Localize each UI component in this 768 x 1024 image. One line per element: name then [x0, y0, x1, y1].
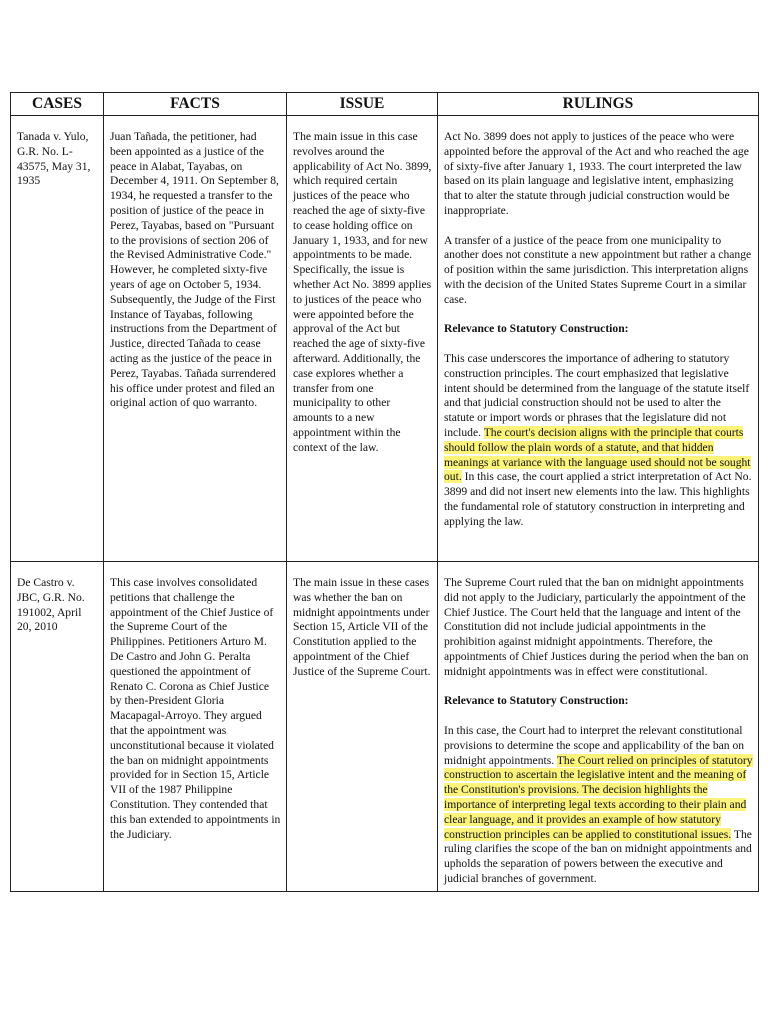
facts-cell: Juan Tañada, the petitioner, had been appointed as a justice of the peace in Alabat, Tayabas, on December 4, 1911. On September 8, 1934, he requested a transfer to the position of justice of the peace in Perez, Tayabas, based on "Pursuant to the provisions of section 206 of the Revised Administrative Code." However, he completed sixty-five years of age on October 5, 1934. Subsequently, the Judge of the First Instance of Tayabas, following instructions from the Department of Justice, directed Tañada to cease acting as the justice of the peace in Perez, Tayabas. Tañada surrendered his office under protest and filed an original action of quo warranto. — [104, 116, 287, 562]
relevance-heading: Relevance to Statutory Construction: — [444, 322, 629, 336]
facts-cell: This case involves consolidated petitions that challenge the appointment of the Chief Justice of the Supreme Court of the Philippines. Petitioners Arturo M. De Castro and John G. Peralta questioned the appointment of Renato C. Corona as Chief Justice by then-President Gloria Macapagal-Arroyo. They argued that the appointment was unconstitutional because it violated the ban on midnight appointments provided for in Section 15, Article VII of the 1987 Philippine Constitution. They contended that this ban extended to appointments in the Judiciary. — [104, 562, 287, 892]
table-row — [11, 116, 759, 562]
relevance-paragraph: In this case, the Court had to interpret the relevant constitutional provisions to determine the scope and applicability of the ban on midnight appointments. The Court relied on principles of statutory construction to ascertain the legislative intent and the meaning of the Constitution's provisions. The decision highlights the importance of interpreting legal texts according to their plain and clear language, and it provides an example of how statutory construction principles can be applied to constitutional issues. The ruling clarifies the scope of the ban on midnight appointments and upholds the separation of powers between the executive and judicial branches of government. — [444, 723, 753, 885]
ruling-cell — [438, 116, 759, 562]
ruling-cell — [438, 562, 759, 892]
ruling-paragraph: The Supreme Court ruled that the ban on midnight appointments did not apply to the Judiciary, particularly the appointment of the Chief Justice. The Court held that the language and intent of the Constitution did not include judicial appointments in the prohibition against midnight appointments. Therefore, the appointments of Chief Justices during the period when the ban on midnight appointments was in effect were constitutional. — [444, 576, 749, 678]
case-digest-table — [10, 92, 759, 892]
header-rulings: RULINGS — [438, 93, 759, 116]
case-cell: De Castro v. JBC, G.R. No. 191002, April 20, 2010 — [11, 562, 104, 892]
relevance-heading: Relevance to Statutory Construction: — [444, 694, 629, 708]
header-facts: FACTS — [104, 93, 287, 116]
ruling-paragraph: Act No. 3899 does not apply to justices of the peace who were appointed before the approval of the Act and who reached the age of sixty-five after January 1, 1933. The court interpreted the law based on its plain language and legislative intent, emphasizing that to alter the statute through judicial construction would be inappropriate. — [444, 130, 749, 217]
ruling-paragraph: A transfer of a justice of the peace from one municipality to another does not constitute a new appointment but rather a change of position within the same jurisdiction. This interpretation aligns with the decision of the United States Supreme Court in a similar case. — [444, 233, 752, 306]
highlighted-text: The Court relied on principles of statutory construction to ascertain the legislative intent and the meaning of the Constitution's provisions. The decision highlights the importance of interpreting legal texts according to their plain and clear language, and it provides an example of how statutory construction principles can be applied to constitutional issues. — [444, 753, 753, 841]
case-cell: Tanada v. Yulo, G.R. No. L-43575, May 31, 1935 — [11, 116, 104, 562]
issue-cell: The main issue in these cases was whether the ban on midnight appointments under Section 15, Article VII of the Constitution applied to the appointment of the Chief Justice of the Supreme Court. — [287, 562, 438, 892]
header-row — [11, 93, 759, 116]
issue-cell: The main issue in this case revolves around the applicability of Act No. 3899, which required certain justices of the peace who reached the age of sixty-five to cease holding office on January 1, 1933, and for new appointments to be made. Specifically, the issue is whether Act No. 3899 applies to justices of the peace who were appointed before the approval of the Act but reached the age of sixty-five afterward. Additionally, the case explores whether a transfer from one municipality to other amounts to a new appointment within the context of the law. — [287, 116, 438, 562]
table-row — [11, 562, 759, 892]
header-issue: ISSUE — [287, 93, 438, 116]
header-cases: CASES — [11, 93, 104, 116]
relevance-paragraph: This case underscores the importance of adhering to statutory construction principles. The court emphasized that legislative intent should be determined from the language of the statute itself and that judicial construction should not be used to alter the statute or import words or phrases that the legislature did not include. The court's decision aligns with the principle that courts should follow the plain words of a statute, and that hidden meanings at variance with the language used should not be sought out. In this case, the court applied a strict interpretation of Act No. 3899 and did not insert new elements into the law. This highlights the fundamental role of statutory construction in interpreting and applying the law. — [444, 351, 752, 528]
highlighted-text: The court's decision aligns with the principle that courts should follow the plain words of a statute, and that hidden meanings at variance with the language used should not be sought out. — [444, 425, 751, 484]
